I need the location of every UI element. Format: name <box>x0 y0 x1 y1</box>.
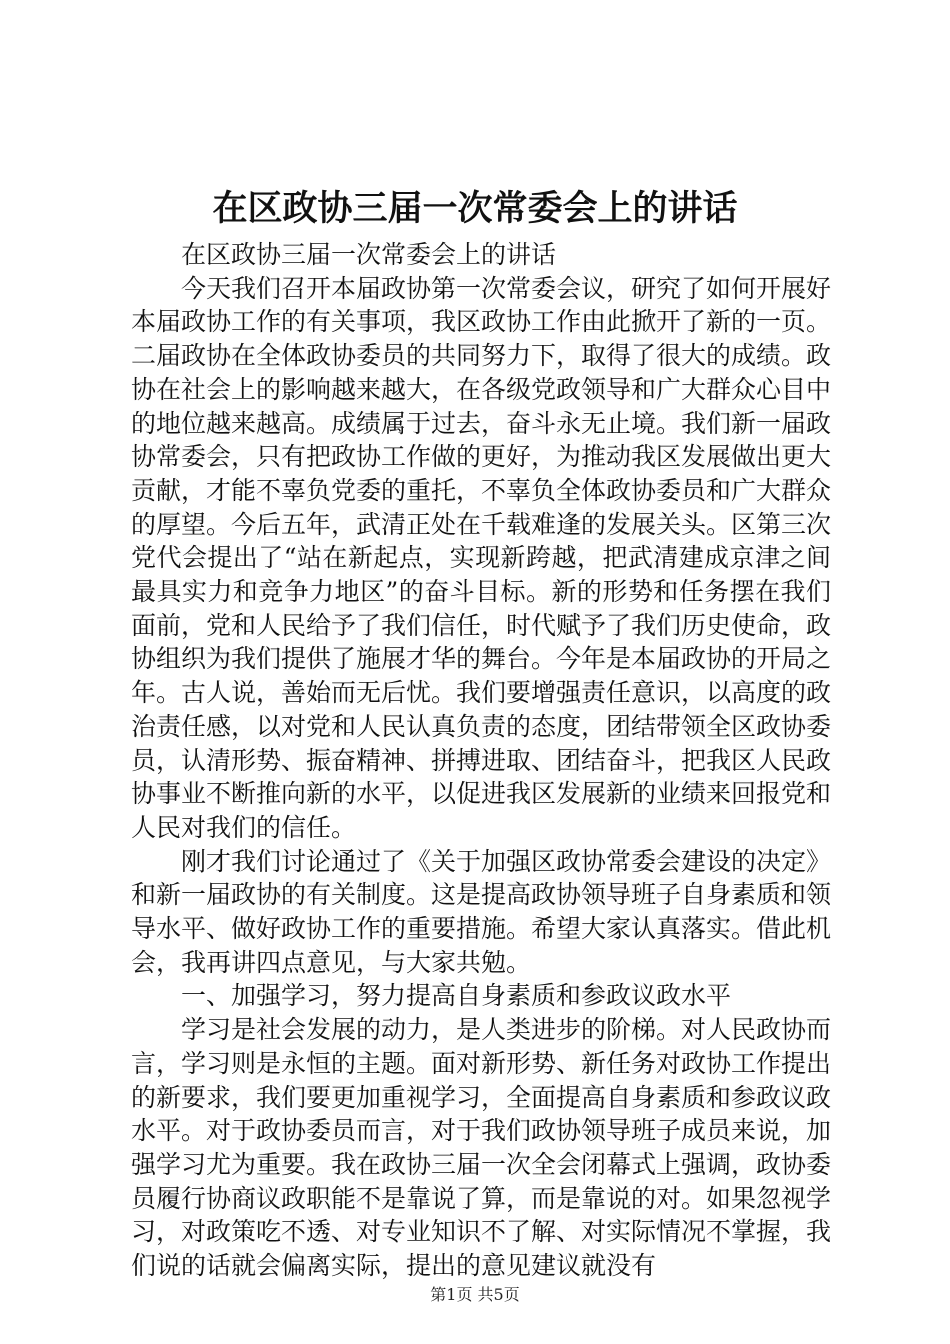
document-title: 在区政协三届一次常委会上的讲话 <box>212 188 738 229</box>
section-heading: 一、加强学习，努力提高自身素质和参政议政水平 <box>181 981 732 1011</box>
body-paragraph: 刚才我们讨论通过了《关于加强区政协常委会建设的决定》和新一届政协的有关制度。这是提高政协领导班子自身素质和领导水平、做好政协工作的重要措施。希望大家认真落实。借此机会，我再讲四点意见，与大家共勉。 <box>131 846 832 977</box>
body-paragraph: 今天我们召开本届政协第一次常委会议，研究了如何开展好本届政协工作的有关事项，我区政协工作由此掀开了新的一页。二届政协在全体政协委员的共同努力下，取得了很大的成绩。政协在社会上的影响越来越大，在各级党政领导和广大群众心目中的地位越来越高。成绩属于过去，奋斗永无止境。我们新一届政协常委会，只有把政协工作做的更好，为推动我区发展做出更大贡献，才能不辜负党委的重托，不辜负全体政协委员和广大群众的厚望。今后五年，武清正处在千载难逢的发展关头。区第三次党代会提出了“站在新起点，实现新跨越，把武清建成京津之间最具实力和竞争力地区”的奋斗目标。新的形势和任务摆在我们面前，党和人民给予了我们信任，时代赋予了我们历史使命，政协组织为我们提供了施展才华的舞台。今年是本届政协的开局之年。古人说，善始而无后忧。我们要增强责任意识，以高度的政治责任感，以对党和人民认真负责的态度，团结带领全区政协委员，认清形势、振奋精神、拼搏进取、团结奋斗，把我区人民政协事业不断推向新的水平，以促进我区发展新的业绩来回报党和人民对我们的信任。 <box>131 273 832 842</box>
page-footer: 第1页 共5页 <box>430 1285 520 1304</box>
subtitle-paragraph: 在区政协三届一次常委会上的讲话 <box>181 240 557 269</box>
body-paragraph: 学习是社会发展的动力，是人类进步的阶梯。对人民政协而言，学习则是永恒的主题。面对新形势、新任务对政协工作提出的新要求，我们要更加重视学习，全面提高自身素质和参政议政水平。对于政协委员而言，对于我们政协领导班子成员来说，加强学习尤为重要。我在政协三届一次全会闭幕式上强调，政协委员履行协商议政职能不是靠说了算，而是靠说的对。如果忽视学习，对政策吃不透、对专业知识不了解、对实际情况不掌握，我们说的话就会偏离实际，提出的意见建议就没有 <box>131 1015 832 1281</box>
document-body <box>131 238 831 1283</box>
